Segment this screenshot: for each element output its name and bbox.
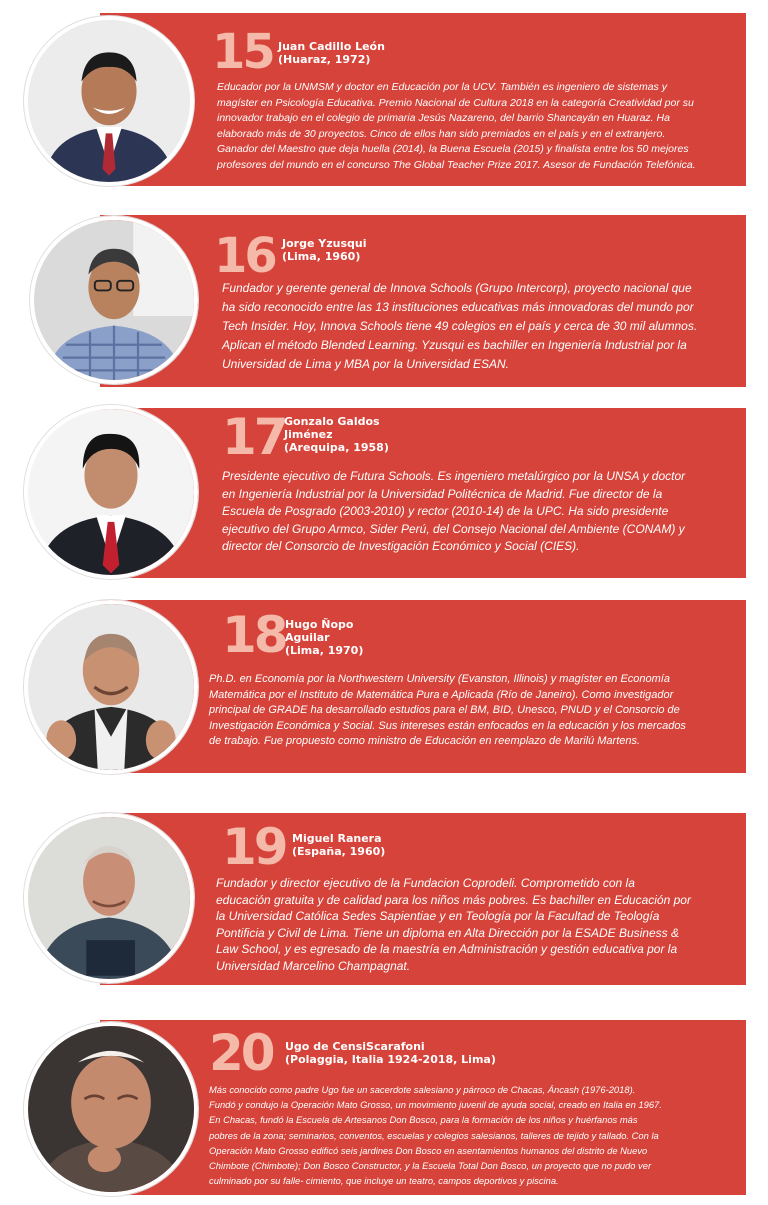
profile-photo-16 xyxy=(30,216,198,384)
profile-name: Gonzalo Galdos Jiménez (Arequipa, 1958) xyxy=(284,415,389,454)
portrait-man-glasses-checked-shirt-icon xyxy=(34,220,194,380)
profile-bio: Presidente ejecutivo de Futura Schools. Es ingeniero metalúrgico por la UNSA y doctor en Ingeniería Industrial por la Universidad Politécnica de Madrid. Fue director de la Escuela de Posgrado (2003-2010) y rector (2010-14) de la UPC. Ha sido presidente ejecutivo del Grupo Armco, Sider Perú, del Consejo Nacional del Ambiente (CONAM) y director del Consorcio de Investigación Económico y Social (CIES). xyxy=(222,469,686,553)
profile-bio: Ph.D. en Economía por la Northwestern University (Evanston, Illinois) y magíster en Economía Matemática por el Instituto de Matemática Pura e Aplicada (Río de Janeiro). Como investigador principal de GRADE ha desarrollado estudios para el BM, BID, Unesco, PNUD y el Consorcio de Investigación Económica y Social. Sus intereses están enfocados en la educación y los mercados de trabajo. Fue propuesto como ministro de Educación en reemplazo de Marilú Martens. xyxy=(209,673,686,747)
profile-number: 17 xyxy=(222,408,286,466)
profile-number: 20 xyxy=(209,1024,273,1082)
profile-bio: Educador por la UNMSM y doctor en Educación por la UCV. También es ingeniero de sistemas y magíster en Psicología Educativa. Premio Nacional de Cultura 2018 en la categoría Creatividad por su innovador trabajo en el colegio de primaria Jesús Nazareno, del barrio Shancayán en Huaraz. Ha elaborado más de 30 proyectos. Cinco de ellos han sido premiados en el país y en el extranjero. Ganador del Maestro que deja huella (2014), la Buena Escuela (2015) y finalista entre los 50 mejores profesores del mundo en el concurso The Global Teacher Prize 2017. Asesor de Fundación Telefónica. xyxy=(217,81,696,171)
profile-photo-17 xyxy=(24,405,198,579)
profile-number: 18 xyxy=(222,606,286,664)
profile-bio: Fundador y gerente general de Innova Schools (Grupo Intercorp), proyecto nacional que ha sido reconocido entre las 13 instituciones educativas más innovadoras del mundo por Tech Insider. Hoy, Innova Schools tiene 49 colegios en el país y cerca de 30 mil alumnos. Aplican el método Blended Learning. Yzusqui es bachiller en Ingeniería Industrial por la Universidad de Lima y MBA por la Universidad ESAN. xyxy=(222,281,698,371)
portrait-smiling-man-suit-icon xyxy=(28,20,190,182)
profile-number: 15 xyxy=(212,24,273,80)
profile-photo-19 xyxy=(24,813,194,983)
profile-photo-15 xyxy=(24,16,194,186)
profile-number: 19 xyxy=(222,818,286,876)
profile-name: Juan Cadillo León (Huaraz, 1972) xyxy=(278,40,385,66)
portrait-older-man-holding-book-icon xyxy=(28,817,190,979)
profile-number: 16 xyxy=(214,228,275,284)
profile-photo-18 xyxy=(24,600,198,774)
profile-name: Miguel Ranera (España, 1960) xyxy=(292,832,386,858)
profile-bio: Más conocido como padre Ugo fue un sacerdote salesiano y párroco de Chacas, Áncash (1976-2018). Fundó y condujo la Operación Mato Grosso, un movimiento juvenil de ayuda social, creado en Italia en 1967. En Chacas, fundó la Escuela de Artesanos Don Bosco, para la formación de los niños y huérfanos más pobres de la zona; seminarios, conventos, escuelas y colegios salesianos, talleres de tejido y tallado. Con la Operación Mato Grosso edificó seis jardines Don Bosco en asentamientos humanos del distrito de Nuevo Chimbote (Chimbote); Don Bosco Constructor, y la Escuela Total Don Bosco, un proyecto que no pudo ver culminado por su falle- cimiento, que incluye un teatro, campos deportivos y piscina. xyxy=(209,1084,662,1187)
profile-photo-20 xyxy=(24,1022,198,1196)
portrait-elderly-priest-skullcap-icon xyxy=(28,1026,194,1192)
profile-name: Ugo de CensiScarafoni (Polaggia, Italia 1924-2018, Lima) xyxy=(285,1040,496,1066)
profile-name: Jorge Yzusqui (Lima, 1960) xyxy=(282,237,367,263)
profile-bio: Fundador y director ejecutivo de la Fundacion Coprodeli. Comprometido con la educación gratuita y de calidad para los niños más pobres. Es bachiller en Educación por la Universidad Católica Sedes Sapientiae y en Teología por la Facultad de Teología Pontificia y Civil de Lima. Tiene un diploma en Alta Dirección por la ESADE Business & Law School, y es egresado de la maestría en Administración y gestión educativa por la Universidad Marcelino Champagnat. xyxy=(216,876,691,973)
portrait-man-gesturing-icon xyxy=(28,604,194,770)
portrait-man-suit-red-tie-icon xyxy=(28,409,194,575)
profile-name: Hugo Ñopo Aguilar (Lima, 1970) xyxy=(285,618,364,657)
